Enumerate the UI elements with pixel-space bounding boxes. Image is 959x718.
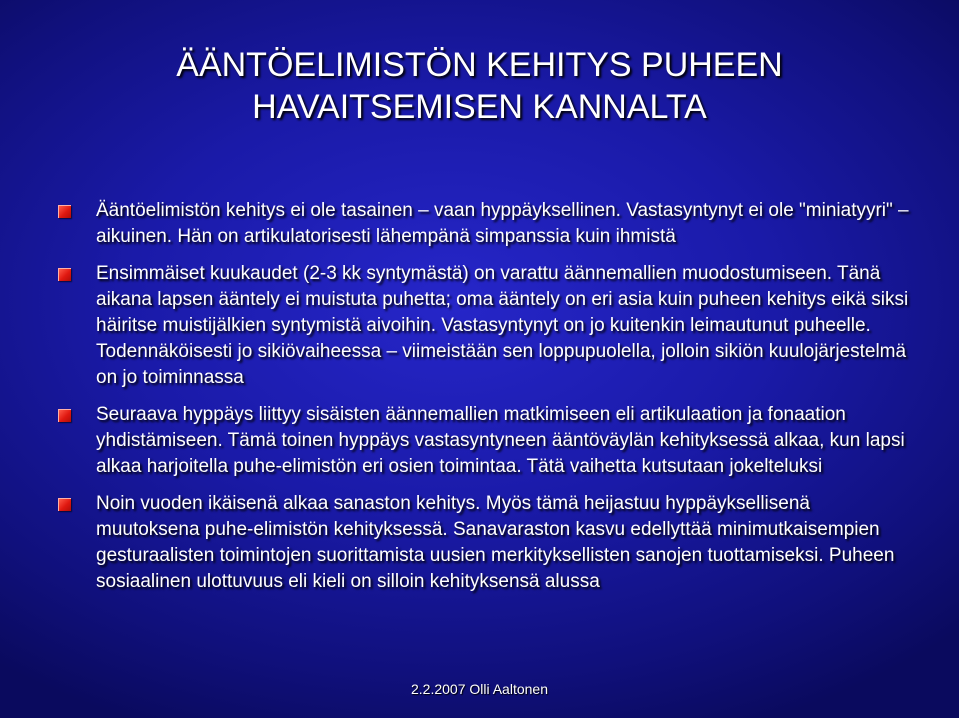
square-bullet-icon — [58, 409, 71, 422]
bullet-text: Seuraava hyppäys liittyy sisäisten äännemallien matkimiseen eli artikulaation ja fonaation yhdistämiseen. Tämä toinen hyppäys vastasyntyneen ääntöväylän kehityksessä alkaa, kun lapsi alkaa harjoitella puhe-elimistön eri osien toimintaa. Tätä vaihetta kutsutaan jokelteluksi — [96, 404, 905, 477]
bullet-item — [58, 198, 918, 250]
square-bullet-icon — [58, 205, 71, 218]
bullet-item — [58, 491, 918, 595]
slide-title-line-1: ÄÄNTÖELIMISTÖN KEHITYS PUHEEN — [176, 46, 783, 84]
slide-title — [60, 44, 899, 128]
bullet-text: Noin vuoden ikäisenä alkaa sanaston kehitys. Myös tämä heijastuu hyppäyksellisenä muutoksena puhe-elimistön kehityksessä. Sanavaraston kasvu edellyttää minimutkaisempien gesturaalisten toimintojen suorittamista uusien merkityksellisten sanojen tuottamiseksi. Puheen sosiaalinen ulottuvuus eli kieli on silloin kehityksensä alussa — [96, 493, 895, 592]
slide-footer: 2.2.2007 Olli Aaltonen — [411, 681, 548, 697]
bullet-item — [58, 402, 918, 480]
bullet-item — [58, 261, 918, 391]
slide-title-line-2: HAVAITSEMISEN KANNALTA — [252, 88, 707, 126]
square-bullet-icon — [58, 498, 71, 511]
square-bullet-icon — [58, 268, 71, 281]
bullet-list — [58, 198, 918, 606]
bullet-text: Ensimmäiset kuukaudet (2-3 kk syntymästä) on varattu äännemallien muodostumiseen. Tänä aikana lapsen ääntely ei muistuta puhetta; oma ääntely on eri asia kuin puheen kehitys eikä siksi häiritse muistijälkien syntymistä aivoihin. Vastasyntynyt on jo kuitenkin leimautunut puheelle. Todennäköisesti jo sikiövaiheessa – viimeistään sen loppupuolella, jolloin sikiön kuulojärjestelmä on jo toiminnassa — [96, 263, 909, 388]
bullet-text: Ääntöelimistön kehitys ei ole tasainen – vaan hyppäyksellinen. Vastasyntynyt ei ole "miniatyyri" –aikuinen. Hän on artikulatorisesti lähempänä simpanssia kuin ihmistä — [96, 200, 909, 247]
